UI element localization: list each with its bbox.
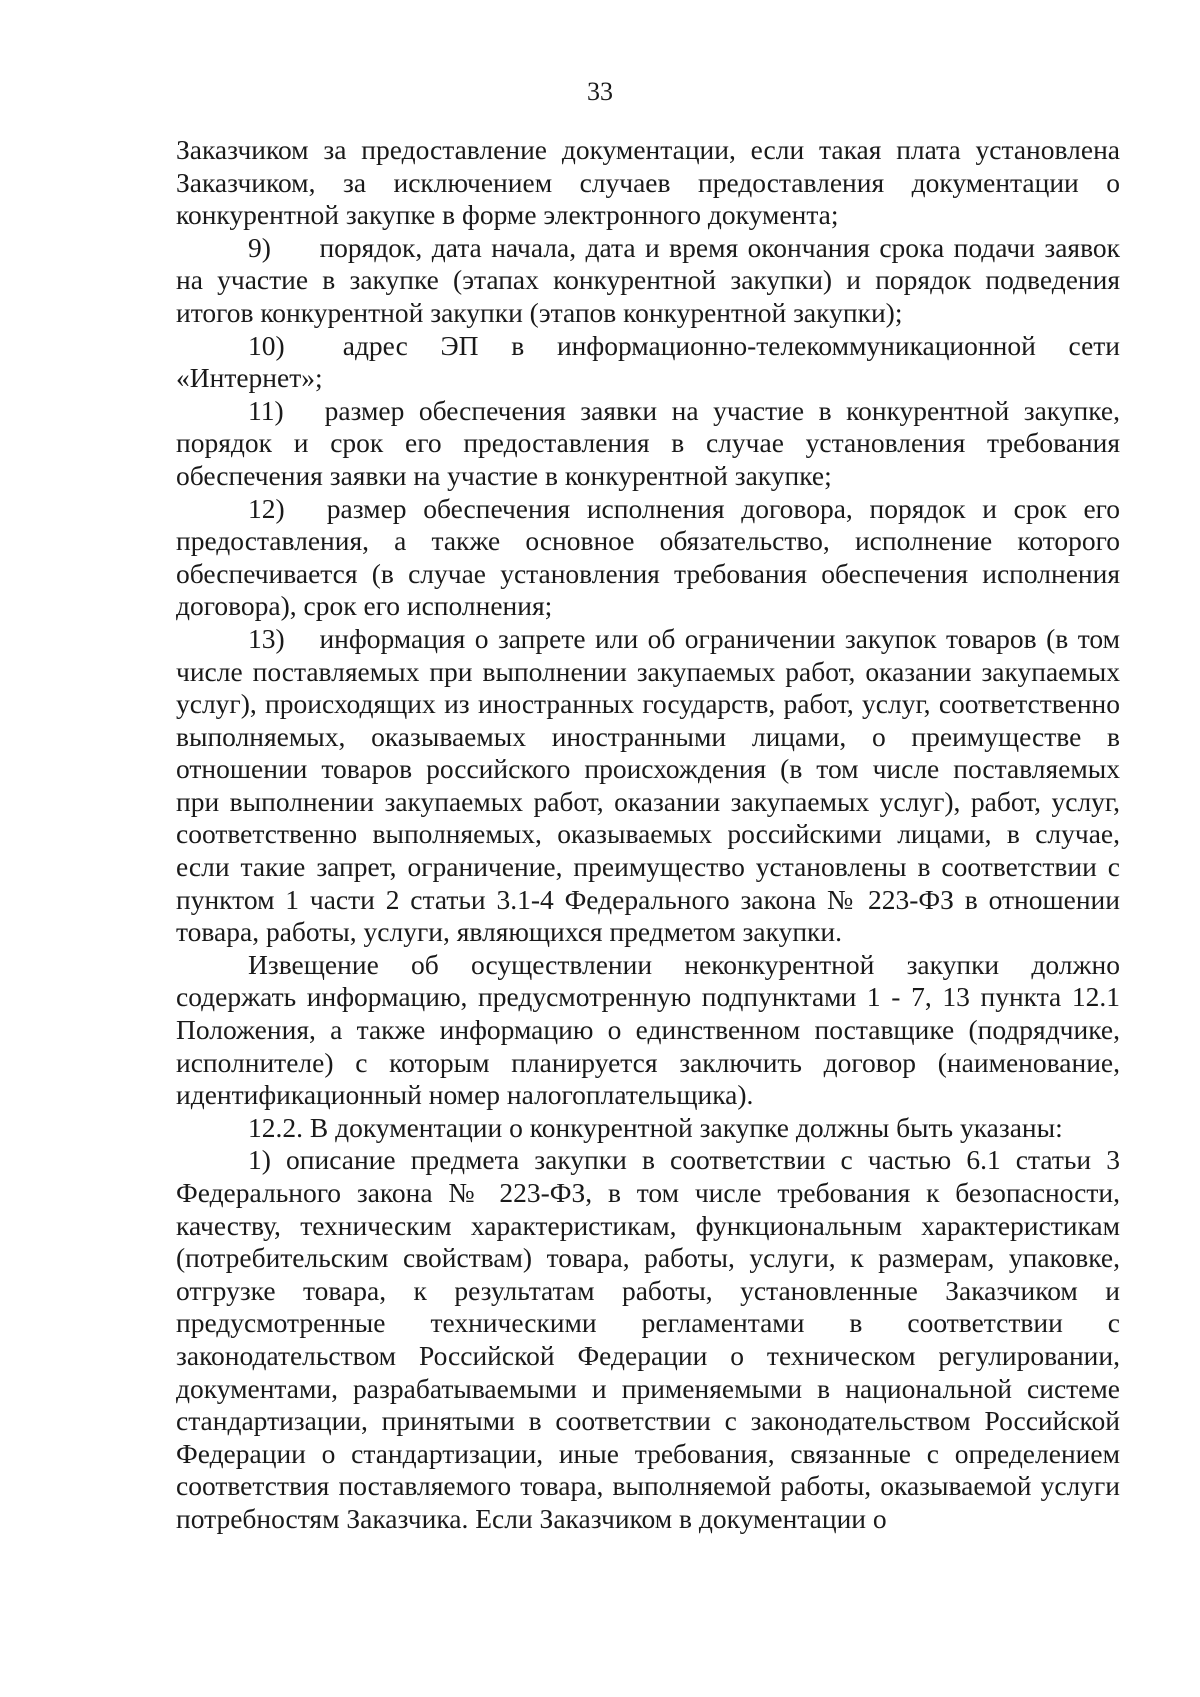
list-item-text: порядок, дата начала, дата и время окончания срока подачи заявок на участие в закупке (этапах конкурентной закупки) и порядок подведения итогов конкурентной закупки (этапов конкурентной закупки); xyxy=(176,231,1120,328)
paragraph-continuation xyxy=(176,134,1120,232)
list-item-10 xyxy=(176,330,1120,395)
list-item-11 xyxy=(176,395,1120,493)
paragraph-text: Извещение об осуществлении неконкурентной закупки должно содержать информацию, предусмотренную подпунктами 1 - 7, 13 пункта 12.1 Положения, а также информацию о единственном поставщике (подрядчике, исполнителе) с которым планируется заключить договор (наименование, идентификационный номер налогоплательщика). xyxy=(176,948,1120,1111)
paragraph-item-1 xyxy=(176,1144,1120,1535)
document-body xyxy=(176,134,1120,1536)
paragraph-notice xyxy=(176,949,1120,1112)
list-item-text: размер обеспечения заявки на участие в конкурентной закупке, порядок и срок его предоставления в случае установления требования обеспечения заявки на участие в конкурентной закупке; xyxy=(176,394,1121,491)
paragraph-text: 1) описание предмета закупки в соответствии с частью 6.1 статьи 3 Федерального закона № 223-ФЗ, в том числе требования к безопасности, качеству, техническим характеристикам, функциональным характеристикам (потребительским свойствам) товара, работы, услуги, к размерам, упаковке, отгрузке товара, к результатам работы, установленные Заказчиком и предусмотренные техническими регламентами в соответствии с законодательством Российской Федерации о техническом регулировании, документами, разрабатываемыми и применяемыми в национальной системе стандартизации, принятыми в соответствии с законодательством Российской Федерации о стандартизации, иные требования, связанные с определением соответствия поставляемого товара, выполняемой работы, оказываемой услуги потребностям Заказчика. Если Заказчиком в документации о xyxy=(176,1144,1120,1534)
list-item-9 xyxy=(176,232,1120,330)
paragraph-section-12-2 xyxy=(176,1112,1120,1145)
list-item-number: 9) xyxy=(248,231,271,263)
list-item-text: размер обеспечения исполнения договора, порядок и срок его предоставления, а также основное обязательство, исполнение которого обеспечивается (в случае установления требования обеспечения исполнения договора), срок его исполнения; xyxy=(176,492,1121,622)
paragraph-text: 12.2. В документации о конкурентной закупке должны быть указаны: xyxy=(248,1111,1063,1143)
list-item-12 xyxy=(176,493,1120,623)
list-item-number: 10) xyxy=(248,329,285,361)
list-item-13 xyxy=(176,623,1120,949)
list-item-text: информация о запрете или об ограничении закупок товаров (в том числе поставляемых при выполнении закупаемых работ, оказании закупаемых услуг), происходящих из иностранных государств, работ, услуг, соответственно выполняемых, оказываемых иностранными лицами, о преимуществе в отношении товаров российского происхождения (в том числе поставляемых при выполнении закупаемых работ, оказании закупаемых услуг), работ, услуг, соответственно выполняемых, оказываемых российскими лицами, в случае, если такие запрет, ограничение, преимущество установлены в соответствии с пунктом 1 части 2 статьи 3.1-4 Федерального закона № 223-ФЗ в отношении товара, работы, услуги, являющихся предметом закупки. xyxy=(176,622,1120,948)
list-item-number: 12) xyxy=(248,492,285,524)
page-number: 33 xyxy=(587,77,613,106)
list-item-number: 11) xyxy=(248,394,284,426)
paragraph-text: Заказчиком за предоставление документации, если такая плата установлена Заказчиком, за исключением случаев предоставления документации о конкурентной закупке в форме электронного документа; xyxy=(176,134,1120,231)
list-item-number: 13) xyxy=(248,622,285,654)
list-item-text: адрес ЭП в информационно-телекоммуникационной сети «Интернет»; xyxy=(176,329,1121,394)
